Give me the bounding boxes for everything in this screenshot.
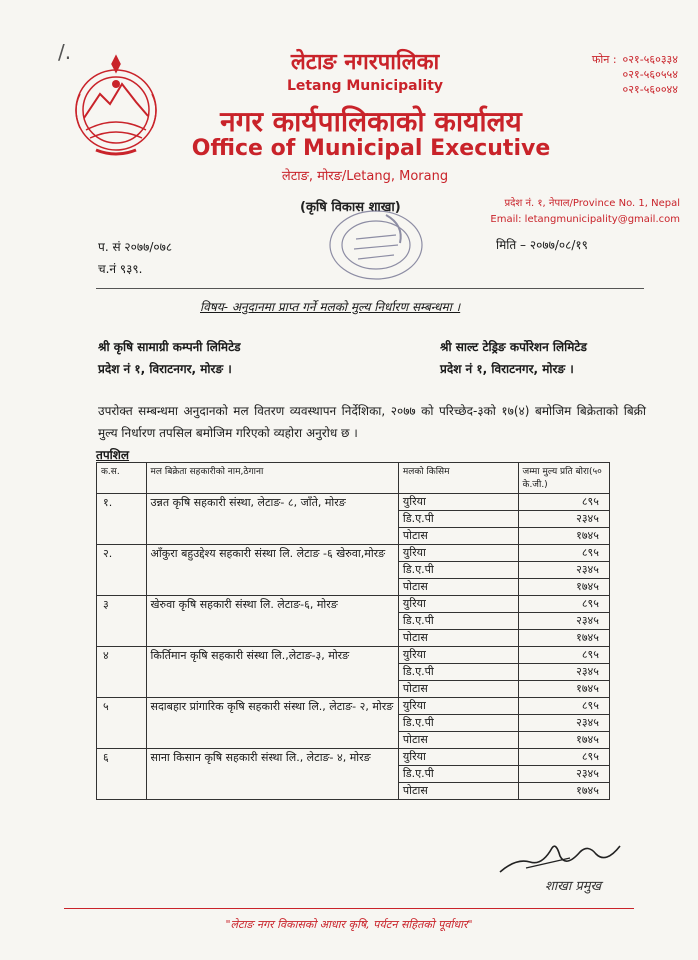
fertilizer-price: २३४५ <box>518 613 609 630</box>
fertilizer-type: युरिया <box>398 545 518 562</box>
fertilizer-price: ८९५ <box>518 545 609 562</box>
col-header-price: जम्मा मुल्य प्रति बोरा(५० के.जी.) <box>518 463 609 494</box>
municipality-emblem-icon <box>66 54 166 164</box>
col-header-seller: मल बिक्रेता सहकारीको नाम,ठेगाना <box>146 463 398 494</box>
table-row <box>97 647 610 664</box>
fertilizer-type: डि.ए.पी <box>398 715 518 732</box>
fertilizer-type: पोटास <box>398 732 518 749</box>
fertilizer-type: पोटास <box>398 681 518 698</box>
fertilizer-price: २३४५ <box>518 664 609 681</box>
fertilizer-price: १७४५ <box>518 783 609 800</box>
table-row <box>97 494 610 511</box>
fertilizer-price: ८९५ <box>518 749 609 766</box>
email-line: Email: letangmunicipality@gmail.com <box>490 214 680 225</box>
letter-date: मिति – २०७७/०८/१९ <box>496 238 588 252</box>
fertilizer-price: १७४५ <box>518 732 609 749</box>
office-location: लेटाङ, मोरङ/Letang, Morang <box>281 169 449 184</box>
col-header-type: मलको किसिम <box>398 463 518 494</box>
fertilizer-price: ८९५ <box>518 494 609 511</box>
signatory-title: शाखा प्रमुख <box>545 879 602 894</box>
fertilizer-price: २३४५ <box>518 562 609 579</box>
seller-name: आँकुरा बहुउद्देश्य सहकारी संस्था लि. लेटाङ -६ खेरुवा,मोरङ <box>146 545 398 596</box>
row-serial: २. <box>97 545 147 596</box>
fertilizer-price: १७४५ <box>518 528 609 545</box>
row-serial: ६ <box>97 749 147 800</box>
fertilizer-type: पोटास <box>398 630 518 647</box>
phone-label: फोन : <box>591 53 617 66</box>
fertilizer-type: डि.ए.पी <box>398 562 518 579</box>
fertilizer-type: डि.ए.पी <box>398 613 518 630</box>
fertilizer-price: १७४५ <box>518 579 609 596</box>
office-name-en: Office of Municipal Executive <box>191 136 551 161</box>
office-name-np: नगर कार्यपालिकाको कार्यालय <box>220 105 522 138</box>
fertilizer-price: ८९५ <box>518 596 609 613</box>
row-serial: १. <box>97 494 147 545</box>
signature-icon <box>496 838 626 878</box>
fertilizer-price: ८९५ <box>518 647 609 664</box>
row-serial: ४ <box>97 647 147 698</box>
body-paragraph: उपरोक्त सम्बन्धमा अनुदानको मल वितरण व्यवस्थापन निर्देशिका, २०७७ को परिच्छेद-३को १७(४) बमोजिम बिक्रेताको बिक्री मुल्य निर्धारण तपसिल बमोजिम गरिएको व्यहोरा अनुरोध छ । <box>98 404 646 440</box>
addressee-name: श्री साल्ट टेड्रिङ कर्पोरेशन लिमिटेड <box>440 340 587 354</box>
patra-sankhya: प. सं २०७७/०७८ <box>98 240 173 254</box>
fertilizer-type: पोटास <box>398 579 518 596</box>
fertilizer-type: डि.ए.पी <box>398 511 518 528</box>
seller-name: उन्नत कृषि सहकारी संस्था, लेटाङ- ८, जाँते, मोरङ <box>146 494 398 545</box>
addressee-address: प्रदेश नं १, विराटनगर, मोरङ । <box>98 362 232 376</box>
contact-block <box>490 196 680 228</box>
fertilizer-type: युरिया <box>398 698 518 715</box>
fertilizer-type: डि.ए.पी <box>398 766 518 783</box>
fertilizer-price: १७४५ <box>518 681 609 698</box>
reference-block <box>98 236 172 280</box>
fertilizer-price: १७४५ <box>518 630 609 647</box>
chalani-number: च.नं ९३९. <box>98 262 143 276</box>
phone-number: ०२१-५६०५५४ <box>622 68 678 81</box>
branch-name: (कृषि विकास शाखा) <box>300 200 401 215</box>
fertilizer-type: युरिया <box>398 596 518 613</box>
footer-slogan: "लेटाङ नगर विकासको आधार कृषि, पर्यटन सहितको पूर्वाधार" <box>225 918 473 931</box>
phone-numbers <box>592 52 678 97</box>
table-row <box>97 698 610 715</box>
divider <box>96 288 644 289</box>
phone-number: ०२१-५६००४४ <box>622 83 678 96</box>
office-stamp-icon <box>326 205 426 285</box>
col-header-sn: क.स. <box>97 463 147 494</box>
fertilizer-price-table <box>96 462 610 800</box>
addressee-left <box>98 336 241 380</box>
fertilizer-type: डि.ए.पी <box>398 664 518 681</box>
addressee-right <box>440 336 587 380</box>
fertilizer-type: पोटास <box>398 783 518 800</box>
fertilizer-price: २३४५ <box>518 511 609 528</box>
fertilizer-type: पोटास <box>398 528 518 545</box>
seller-name: साना किसान कृषि सहकारी संस्था लि., लेटाङ- ४, मोरङ <box>146 749 398 800</box>
municipality-name-en: Letang Municipality <box>286 78 444 94</box>
addressee-name: श्री कृषि सामाग्री कम्पनी लिमिटेड <box>98 340 241 354</box>
corner-mark: /. <box>58 40 72 64</box>
table-row <box>97 596 610 613</box>
row-serial: ५ <box>97 698 147 749</box>
seller-name: किर्तिमान कृषि सहकारी संस्था लि.,लेटाङ-३, मोरङ <box>146 647 398 698</box>
table-body <box>97 494 610 800</box>
fertilizer-type: युरिया <box>398 749 518 766</box>
table-row <box>97 749 610 766</box>
fertilizer-price: ८९५ <box>518 698 609 715</box>
seller-name: सदाबहार प्रांगारिक कृषि सहकारी संस्था लि., लेटाङ- २, मोरङ <box>146 698 398 749</box>
fertilizer-price: २३४५ <box>518 715 609 732</box>
subject-line: विषय- अनुदानमा प्राप्त गर्ने मलको मुल्य निर्धारण सम्बन्धमा । <box>200 300 461 314</box>
table-header-row <box>97 463 610 494</box>
row-serial: ३ <box>97 596 147 647</box>
phone-number: ०२१-५६०३३४ <box>622 53 678 66</box>
schedule-heading: तपशिल <box>96 448 130 462</box>
addressee-address: प्रदेश नं १, विराटनगर, मोरङ । <box>440 362 574 376</box>
table-row <box>97 545 610 562</box>
footer-divider <box>64 908 634 909</box>
fertilizer-price: २३४५ <box>518 766 609 783</box>
fertilizer-type: युरिया <box>398 647 518 664</box>
seller-name: खेरुवा कृषि सहकारी संस्था लि. लेटाङ-६, मोरङ <box>146 596 398 647</box>
municipality-name-np: लेटाङ नगरपालिका <box>290 50 440 75</box>
fertilizer-type: युरिया <box>398 494 518 511</box>
province-line: प्रदेश नं. १, नेपाल/Province No. 1, Nepal <box>504 198 680 209</box>
